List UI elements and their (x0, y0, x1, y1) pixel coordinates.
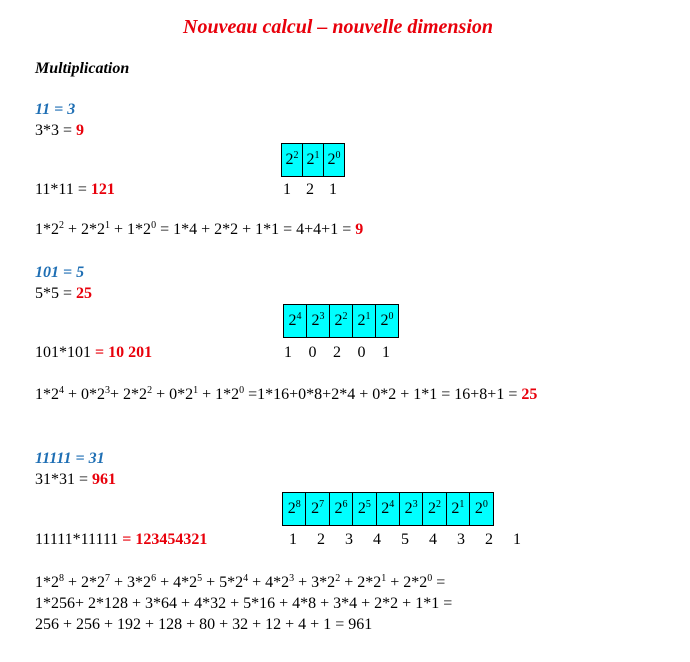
expansion-term: + 3*2 (110, 574, 152, 591)
example3-expansion-terms (35, 574, 445, 591)
digit: 4 (373, 531, 381, 548)
power-cell (353, 493, 376, 526)
power-base: 2 (287, 500, 296, 517)
expansion-exponent: 0 (239, 385, 245, 396)
power-cell (399, 493, 422, 526)
digit: 4 (429, 531, 437, 548)
expansion-term: 1*2 (35, 221, 59, 238)
digit: 2 (333, 344, 341, 361)
expansion-term: + 0*2 (152, 386, 194, 403)
power-cell (376, 305, 399, 338)
digit: 1 (283, 181, 291, 198)
expansion-term: + 2*2 (386, 574, 428, 591)
example1-expansion (35, 221, 363, 239)
power-exponent: 3 (412, 499, 418, 510)
power-cell (330, 305, 353, 338)
example3-square-result: 961 (92, 471, 117, 488)
digit: 1 (513, 531, 521, 548)
example3-square-line (35, 471, 116, 489)
power-exponent: 3 (319, 311, 325, 322)
power-exponent: 2 (293, 150, 299, 161)
power-base: 2 (334, 312, 343, 329)
digit: 3 (345, 531, 353, 548)
expansion-exponent: 0 (151, 220, 157, 231)
power-base: 2 (327, 151, 336, 168)
power-cell (283, 493, 306, 526)
example2-product-lhs: 101*101 (35, 344, 95, 361)
expansion-term: + 5*2 (202, 574, 244, 591)
expansion-exponent: 7 (105, 573, 111, 584)
expansion-term: + 3*2 (294, 574, 336, 591)
digit: 5 (401, 531, 409, 548)
power-base: 2 (404, 500, 413, 517)
expansion-term: = 1*4 + 2*2 + 1*1 = 4+4+1 = (156, 221, 356, 238)
power-base: 2 (306, 151, 315, 168)
expansion-exponent: 5 (197, 573, 203, 584)
example3-heading: 11111 = 31 (35, 450, 105, 467)
power-cell (284, 305, 307, 338)
digit: 2 (485, 531, 493, 548)
example1-product-lhs: 11*11 = (35, 181, 91, 198)
expansion-term: 1*2 (35, 574, 59, 591)
example1-square-lhs: 3*3 = (35, 122, 77, 139)
expansion-exponent: 6 (151, 573, 157, 584)
digit: 3 (457, 531, 465, 548)
expansion-exponent: 8 (59, 573, 64, 584)
power-base: 2 (381, 500, 390, 517)
example3-square-lhs: 31*31 = (35, 471, 93, 488)
power-base: 2 (357, 312, 366, 329)
digit: 2 (306, 181, 314, 198)
example1-expansion-terms (35, 221, 355, 238)
example2-square-result: 25 (76, 285, 93, 302)
power-cell (446, 493, 469, 526)
example1-powers-table (281, 143, 345, 177)
page-title: Nouveau calcul – nouvelle dimension (183, 16, 493, 38)
power-exponent: 0 (335, 150, 341, 161)
expansion-term: + 2*2 (340, 574, 382, 591)
power-base: 2 (334, 500, 343, 517)
power-exponent: 8 (295, 499, 301, 510)
example3-expansion-line3: 256 + 256 + 192 + 128 + 80 + 32 + 12 + 4 + 1 = 961 (35, 616, 373, 633)
expansion-term: 1*2 (35, 386, 59, 403)
expansion-exponent: 2 (59, 220, 64, 231)
power-cell (470, 493, 493, 526)
power-base: 2 (428, 500, 437, 517)
power-base: 2 (474, 500, 483, 517)
power-base: 2 (311, 500, 320, 517)
example2-product-result: = 10 201 (95, 344, 153, 361)
power-exponent: 0 (482, 499, 488, 510)
power-cell (376, 493, 399, 526)
example2-expansion (35, 386, 537, 404)
power-exponent: 1 (459, 499, 465, 510)
digit: 1 (329, 181, 337, 198)
power-cell (307, 305, 330, 338)
example2-expansion-result: 25 (521, 386, 538, 403)
example1-expansion-result: 9 (355, 221, 364, 238)
power-base: 2 (357, 500, 366, 517)
expansion-term: =1*16+0*8+2*4 + 0*2 + 1*1 = 16+8+1 = (244, 386, 522, 403)
example3-product-line (35, 531, 207, 549)
section-heading: Multiplication (35, 60, 130, 77)
digit: 0 (308, 344, 317, 361)
power-exponent: 7 (319, 499, 325, 510)
expansion-exponent: 1 (105, 220, 111, 231)
example2-product-line (35, 344, 152, 362)
example2-expansion-terms (35, 386, 521, 403)
power-exponent: 6 (342, 499, 348, 510)
power-cell (329, 493, 352, 526)
example3-expansion-line2: 1*256+ 2*128 + 3*64 + 4*32 + 5*16 + 4*8 + 3*4 + 2*2 + 1*1 = (35, 595, 453, 612)
power-base: 2 (285, 151, 294, 168)
power-cell (306, 493, 329, 526)
expansion-term: + 1*2 (198, 386, 240, 403)
expansion-term: + 4*2 (248, 574, 290, 591)
example1-product-result: 121 (90, 181, 115, 198)
example3-expansion (35, 574, 445, 592)
expansion-term: + 1*2 (110, 221, 152, 238)
power-cell (282, 144, 303, 177)
digit: 1 (284, 344, 292, 361)
power-cell (324, 144, 345, 177)
expansion-exponent: 3 (289, 573, 295, 584)
digit: 0 (357, 344, 366, 361)
example1-product-line (35, 181, 115, 199)
example3-product-lhs: 11111*11111 (35, 531, 123, 548)
digit: 2 (317, 531, 325, 548)
power-base: 2 (288, 312, 297, 329)
power-cell (353, 305, 376, 338)
power-exponent: 1 (314, 150, 320, 161)
expansion-exponent: 4 (59, 385, 64, 396)
power-exponent: 2 (436, 499, 442, 510)
expansion-exponent: 2 (147, 385, 153, 396)
example2-square-line (35, 285, 92, 303)
example3-powers-table (282, 492, 494, 526)
expansion-term: + 2*2 (64, 221, 106, 238)
power-exponent: 4 (296, 311, 302, 322)
expansion-term: = (432, 574, 446, 591)
power-exponent: 1 (365, 311, 371, 322)
expansion-term: + 0*2 (64, 386, 106, 403)
expansion-exponent: 1 (193, 385, 199, 396)
power-exponent: 2 (342, 311, 348, 322)
expansion-exponent: 2 (335, 573, 341, 584)
example2-heading: 101 = 5 (35, 264, 85, 281)
example2-powers-table (283, 304, 399, 338)
power-cell (423, 493, 446, 526)
digit: 1 (382, 344, 390, 361)
power-exponent: 4 (389, 499, 395, 510)
expansion-exponent: 1 (381, 573, 387, 584)
expansion-term: + 2*2 (64, 574, 106, 591)
example1-square-result: 9 (76, 122, 85, 139)
power-base: 2 (311, 312, 320, 329)
power-base: 2 (380, 312, 389, 329)
power-base: 2 (451, 500, 460, 517)
example1-heading: 11 = 3 (35, 101, 76, 118)
example2-square-lhs: 5*5 = (35, 285, 77, 302)
digit: 1 (289, 531, 297, 548)
power-exponent: 0 (388, 311, 394, 322)
expansion-exponent: 0 (427, 573, 433, 584)
expansion-term: + 4*2 (156, 574, 198, 591)
power-cell (303, 144, 324, 177)
expansion-term: + 2*2 (110, 386, 148, 403)
example1-square-line (35, 122, 84, 140)
power-exponent: 5 (365, 499, 371, 510)
example3-product-result: = 123454321 (122, 531, 208, 548)
expansion-exponent: 4 (243, 573, 249, 584)
expansion-exponent: 3 (105, 385, 111, 396)
